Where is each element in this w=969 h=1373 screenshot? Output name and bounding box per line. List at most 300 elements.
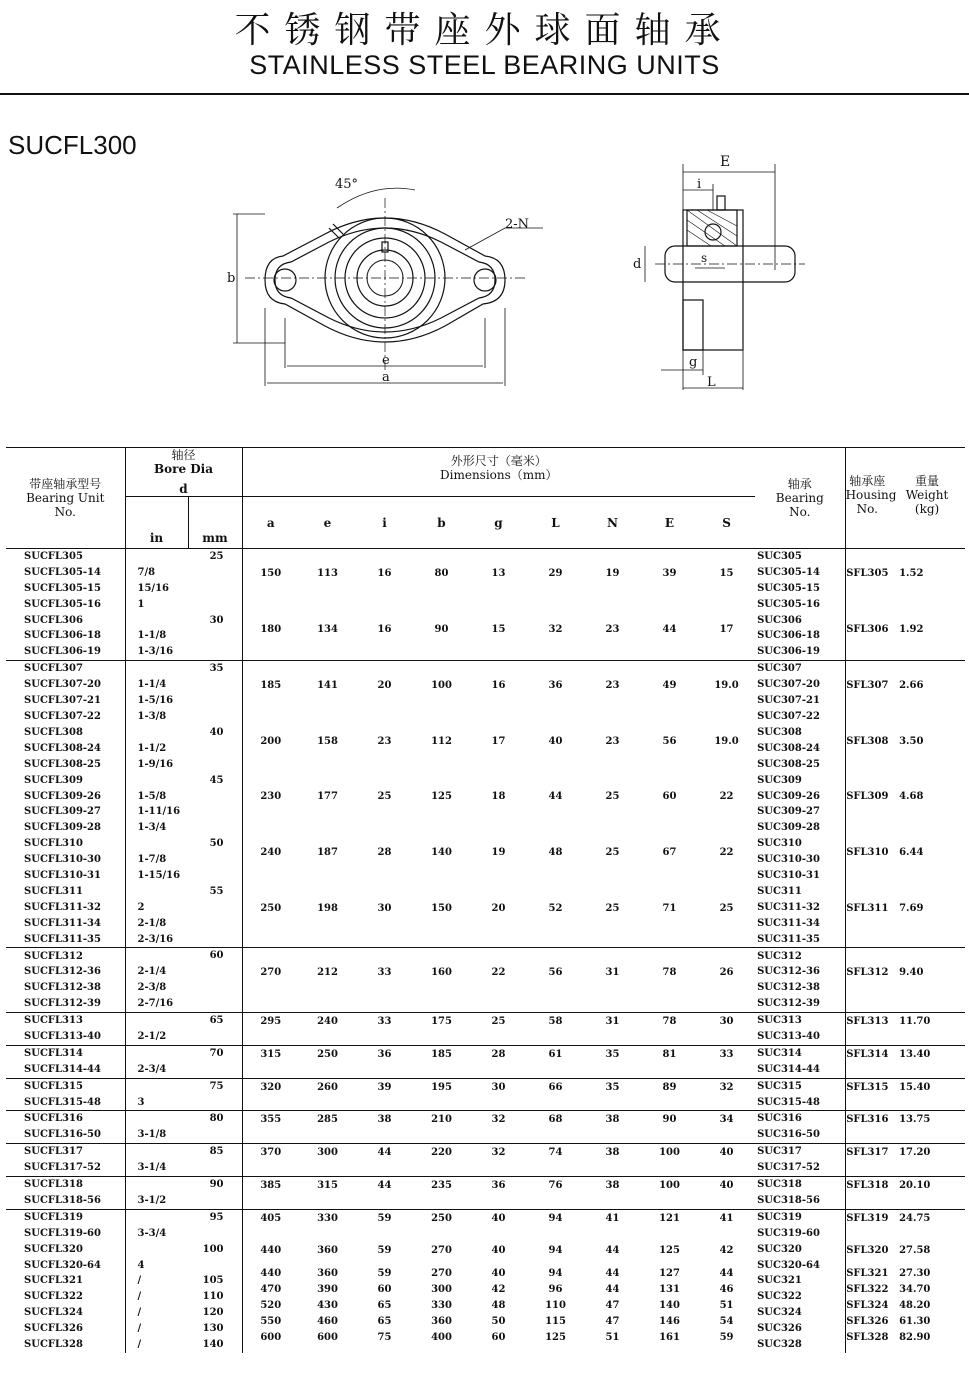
dim-L-cell (527, 948, 584, 1013)
bearing-no-cell (755, 1144, 845, 1177)
bearing-unit-cell-line: SUCFL318-56 (24, 1194, 101, 1206)
bore-inch-cell-line: / (137, 1339, 142, 1351)
dim-i-value: 65 (377, 1316, 392, 1328)
bearing-no-line: SUC307-20 (757, 679, 820, 691)
header-bore-dia: 轴径 Bore Dia d (125, 448, 242, 497)
bearing-no-line: SUC309-28 (757, 822, 820, 834)
bore-inch-cell-line: 7/8 (137, 566, 156, 578)
housing-no-value: SFL310 (846, 847, 889, 859)
bore-inch-cell (125, 1144, 188, 1177)
dim-L-cell (527, 1209, 584, 1353)
header-housing-no: 轴承座 Housing No. (845, 448, 889, 549)
housing-no-value: SFL312 (846, 967, 889, 979)
dim-e-value: 250 (317, 1048, 338, 1060)
dim-E-cell (641, 1045, 698, 1078)
dim-b-value: 185 (431, 1048, 452, 1060)
dim-E-cell (641, 1111, 698, 1144)
dim-a-value: 270 (260, 967, 282, 979)
dim-S-cell (698, 1111, 755, 1144)
bearing-unit-cell (6, 549, 125, 661)
housing-no-value: SFL307 (846, 680, 889, 692)
dim-N-value: 38 (605, 1147, 620, 1159)
dim-e-value: 390 (317, 1284, 338, 1296)
bore-inch-cell (125, 1209, 188, 1353)
dim-a-value: 200 (260, 735, 282, 747)
dim-g-value: 30 (491, 1081, 506, 1093)
dim-S-value: 17 (719, 623, 734, 635)
header-weight: 重量 Weight (kg) (889, 448, 965, 549)
dim-S-value: 46 (719, 1284, 734, 1296)
weight-cell (889, 1045, 965, 1078)
bore-mm-cell-line: 80 (209, 1113, 224, 1125)
bolt-hole-left (274, 269, 296, 291)
bore-mm-cell-line: 85 (209, 1146, 224, 1158)
bearing-unit-cell-line: SUCFL314 (24, 1047, 83, 1059)
header-N: N (584, 497, 641, 549)
bearing-unit-cell (6, 1209, 125, 1353)
bearing-unit-cell-line: SUCFL320-64 (24, 1259, 101, 1271)
bore-inch-cell-line: 1-3/8 (137, 711, 167, 723)
bearing-no-line: SUC318-56 (757, 1194, 820, 1206)
weight-value: 4.68 (899, 791, 924, 803)
bearing-unit-cell-line: SUCFL309-28 (24, 822, 101, 834)
housing-no-value: SFL314 (846, 1048, 889, 1060)
bore-inch-cell (125, 549, 188, 661)
bore-mm-cell-line (188, 757, 224, 773)
bore-mm-cell-line (188, 597, 224, 613)
dim-a-value: 470 (260, 1284, 282, 1296)
bore-mm-cell-line (188, 644, 224, 660)
dim-i-cell (356, 661, 413, 948)
dim-L-value: 94 (548, 1268, 563, 1280)
header-b: b (413, 497, 470, 549)
dim-g-value: 32 (491, 1114, 506, 1126)
dim-a-cell (242, 1144, 299, 1177)
bearing-no-line: SUC312-36 (757, 966, 820, 978)
dim-b-value: 330 (431, 1300, 452, 1312)
dim-e-cell (299, 1111, 356, 1144)
dim-g-value: 25 (491, 1016, 506, 1028)
dim-N-cell (584, 661, 641, 948)
label-a: a (382, 370, 390, 385)
dim-e-value: 360 (317, 1244, 338, 1256)
dim-g-value: 40 (491, 1268, 506, 1280)
bearing-no-cell (755, 1209, 845, 1353)
bore-inch-cell-line: / (137, 1307, 142, 1319)
label-angle: 45° (335, 177, 359, 192)
bearing-no-line: SUC305-15 (757, 582, 820, 594)
dim-N-value: 31 (605, 967, 620, 979)
bearing-no-line: SUC322 (757, 1291, 802, 1303)
bore-mm-cell-line: 60 (209, 950, 224, 962)
dim-i-value: 28 (377, 847, 392, 859)
bearing-unit-cell-line: SUCFL312-36 (24, 966, 101, 978)
bearing-no-cell (755, 1013, 845, 1046)
bearing-unit-cell-line: SUCFL310-31 (24, 869, 101, 881)
bearing-no-line: SUC308 (757, 726, 802, 738)
bore-inch-cell-line (138, 661, 189, 677)
bore-inch-cell-line: 15/16 (137, 582, 169, 594)
dim-E-cell (641, 1013, 698, 1046)
dim-L-cell (527, 1045, 584, 1078)
bore-inch-cell-line: / (137, 1275, 142, 1287)
dim-e-value: 430 (317, 1300, 338, 1312)
bore-inch-cell-line: / (137, 1323, 142, 1335)
dim-e-value: 177 (317, 791, 338, 803)
dim-N-value: 31 (605, 1016, 620, 1028)
dim-i-cell (356, 1144, 413, 1177)
dim-L-value: 44 (548, 791, 563, 803)
bearing-no-line: SUC310-30 (757, 854, 820, 866)
dim-g-cell (470, 1013, 527, 1046)
dim-S-cell (698, 549, 755, 661)
weight-value: 9.40 (899, 967, 924, 979)
dim-N-value: 23 (605, 623, 620, 635)
label-i: i (697, 177, 702, 192)
bearing-unit-cell (6, 1177, 125, 1210)
dim-E-value: 60 (662, 791, 677, 803)
dim-S-cell (698, 1177, 755, 1210)
weight-value: 82.90 (899, 1332, 931, 1344)
housing-no-cell (845, 1144, 889, 1177)
header-E: E (641, 497, 698, 549)
dim-a-value: 320 (260, 1081, 282, 1093)
dim-a-cell (242, 549, 299, 661)
dim-S-value: 25 (719, 902, 734, 914)
bore-mm-cell (188, 549, 242, 661)
bore-mm-cell-line (188, 1160, 224, 1176)
weight-value: 6.44 (899, 847, 924, 859)
dim-a-value: 230 (260, 791, 282, 803)
bore-inch-cell-line: 3-1/2 (137, 1194, 167, 1206)
bore-mm-cell-line (188, 931, 224, 947)
weight-cell (889, 1209, 965, 1353)
bearing-unit-cell-line: SUCFL308-25 (24, 758, 101, 770)
bore-mm-cell-line: 50 (209, 838, 224, 850)
bearing-no-line: SUC306-18 (757, 630, 820, 642)
dim-b-cell (413, 1078, 470, 1111)
dim-S-value: 32 (719, 1081, 734, 1093)
bore-inch-cell-line: 2-3/4 (137, 1063, 167, 1075)
bore-inch-cell-line: 2-1/4 (137, 966, 167, 978)
dim-i-value: 38 (377, 1114, 392, 1126)
header-divider (0, 93, 969, 95)
dim-i-cell (356, 948, 413, 1013)
bearing-unit-cell (6, 948, 125, 1013)
dim-L-value: 58 (548, 1016, 563, 1028)
dim-a-value: 250 (260, 902, 282, 914)
dim-b-value: 100 (431, 680, 452, 692)
table-group-row (6, 1177, 965, 1210)
bore-inch-cell-line: 2-1/8 (137, 917, 167, 929)
dim-i-value: 59 (377, 1268, 392, 1280)
dim-N-value: 23 (605, 680, 620, 692)
bore-inch-cell-line: 1-5/8 (137, 790, 167, 802)
front-view-drawing (225, 168, 530, 398)
label-holes: 2-N (505, 217, 530, 232)
bearing-unit-cell-line: SUCFL310-30 (24, 854, 101, 866)
header-i: i (356, 497, 413, 549)
dim-i-value: 16 (377, 567, 392, 579)
bearing-unit-cell-line: SUCFL305-16 (24, 598, 101, 610)
housing-no-value: SFL322 (846, 1284, 889, 1296)
dim-g-cell (470, 948, 527, 1013)
dim-N-value: 44 (605, 1244, 620, 1256)
bore-inch-cell (125, 1177, 188, 1210)
dim-e-value: 141 (317, 680, 338, 692)
bore-mm-cell-line (188, 916, 224, 932)
bearing-no-line: SUC312-38 (757, 982, 820, 994)
table-group-row (6, 948, 965, 1013)
dim-g-value: 15 (491, 623, 506, 635)
dim-a-value: 550 (260, 1316, 282, 1328)
side-view-drawing (625, 150, 805, 400)
bore-inch-cell-line: 3-1/8 (137, 1129, 167, 1141)
dim-e-value: 212 (317, 967, 338, 979)
dim-E-value: 100 (659, 1180, 680, 1192)
bore-inch-cell-line: 1-7/8 (137, 854, 167, 866)
dim-g-value: 17 (491, 735, 506, 747)
bore-mm-cell-line (188, 1127, 224, 1143)
dim-E-value: 131 (659, 1284, 680, 1296)
dim-L-value: 94 (548, 1212, 563, 1224)
dim-b-cell (413, 1209, 470, 1353)
bearing-no-line: SUC317-52 (757, 1162, 820, 1174)
bore-inch-cell-line: 2-3/16 (137, 933, 174, 945)
header-g: g (470, 497, 527, 549)
header-a: a (242, 497, 299, 549)
dim-e-value: 260 (317, 1081, 338, 1093)
bearing-unit-cell-line: SUCFL319 (24, 1211, 83, 1223)
dim-E-value: 56 (662, 735, 677, 747)
dim-E-value: 140 (659, 1300, 680, 1312)
dim-e-cell (299, 1013, 356, 1046)
bore-mm-cell-line: 30 (209, 614, 224, 626)
dim-b-value: 150 (431, 902, 452, 914)
dim-g-value: 18 (491, 791, 506, 803)
dim-g-cell (470, 1045, 527, 1078)
dim-e-value: 240 (317, 1016, 338, 1028)
bearing-unit-cell-line: SUCFL312-39 (24, 998, 101, 1010)
bore-mm-cell (188, 1144, 242, 1177)
bore-inch-cell (125, 1045, 188, 1078)
dim-N-cell (584, 1013, 641, 1046)
dim-g-value: 16 (491, 680, 506, 692)
spec-table-body (6, 549, 965, 1353)
bore-inch-cell (125, 1078, 188, 1111)
bearing-unit-cell-line: SUCFL321 (24, 1275, 83, 1287)
bore-mm-cell-line (188, 581, 224, 597)
dim-N-value: 25 (605, 847, 620, 859)
bearing-no-line: SUC307-22 (757, 711, 820, 723)
dim-N-value: 47 (605, 1300, 620, 1312)
dim-b-value: 80 (434, 567, 449, 579)
bearing-unit-cell-line: SUCFL313-40 (24, 1030, 101, 1042)
dim-N-cell (584, 1045, 641, 1078)
dim-a-cell (242, 1177, 299, 1210)
bearing-unit-cell-line: SUCFL314-44 (24, 1063, 101, 1075)
dim-S-cell (698, 1078, 755, 1111)
bearing-unit-cell-line: SUCFL311-34 (24, 917, 101, 929)
bearing-unit-cell-line: SUCFL305-15 (24, 582, 101, 594)
bore-inch-cell (125, 948, 188, 1013)
dim-g-value: 40 (491, 1212, 506, 1224)
bearing-no-line: SUC308-25 (757, 758, 820, 770)
bearing-no-line: SUC318 (757, 1179, 802, 1191)
flange-plate (683, 300, 703, 350)
dim-a-value: 370 (260, 1147, 282, 1159)
bearing-no-line: SUC311-32 (757, 901, 820, 913)
bore-mm-cell-line: 75 (209, 1080, 224, 1092)
bearing-unit-cell-line: SUCFL312 (24, 950, 83, 962)
dim-E-value: 90 (662, 1114, 677, 1126)
dim-b-value: 175 (431, 1016, 452, 1028)
spec-table (6, 447, 965, 1353)
header-e: e (299, 497, 356, 549)
bearing-no-line: SUC319-60 (757, 1227, 820, 1239)
dim-a-value: 440 (260, 1268, 282, 1280)
bearing-unit-cell-line: SUCFL317 (24, 1146, 83, 1158)
weight-cell (889, 1111, 965, 1144)
dim-S-value: 33 (719, 1048, 734, 1060)
bore-mm-cell-line (188, 1258, 224, 1274)
dim-i-cell (356, 1045, 413, 1078)
dim-i-cell (356, 1209, 413, 1353)
bearing-unit-cell-line: SUCFL311-32 (24, 901, 101, 913)
dim-b-cell (413, 1111, 470, 1144)
bore-mm-cell-line (188, 964, 224, 980)
dim-a-value: 520 (260, 1300, 282, 1312)
bearing-unit-cell-line: SUCFL305 (24, 551, 83, 563)
bore-inch-cell-line (138, 1111, 189, 1127)
weight-cell (889, 1177, 965, 1210)
bearing-unit-cell-line: SUCFL311-35 (24, 933, 101, 945)
bearing-no-line: SUC309-27 (757, 806, 820, 818)
housing-no-value: SFL320 (846, 1244, 889, 1256)
dim-i-value: 65 (377, 1300, 392, 1312)
bore-mm-cell-line: 55 (209, 885, 224, 897)
dim-E-cell (641, 1177, 698, 1210)
bore-mm-cell-line: 140 (202, 1338, 224, 1350)
model-title: SUCFL300 (8, 130, 137, 160)
table-group-row (6, 1013, 965, 1046)
bore-inch-cell-line: 1-3/4 (137, 822, 167, 834)
dim-E-cell (641, 549, 698, 661)
weight-value: 17.20 (899, 1147, 931, 1159)
dim-i-value: 33 (377, 1016, 392, 1028)
bearing-no-line: SUC307-21 (757, 695, 820, 707)
bore-mm-cell (188, 1177, 242, 1210)
bore-mm-cell-line: 95 (209, 1211, 224, 1223)
housing-no-value: SFL328 (846, 1332, 889, 1344)
bearing-unit-cell-line: SUCFL319-60 (24, 1227, 101, 1239)
dim-g-value: 60 (491, 1332, 506, 1344)
dim-e-value: 285 (317, 1114, 338, 1126)
dim-S-value: 51 (719, 1300, 734, 1312)
dim-g-value: 13 (491, 567, 506, 579)
bearing-no-line: SUC311 (757, 885, 802, 897)
weight-value: 20.10 (899, 1180, 931, 1192)
dim-g-cell (470, 1111, 527, 1144)
weight-value: 15.40 (899, 1081, 931, 1093)
bearing-unit-cell-line: SUCFL307-22 (24, 711, 101, 723)
bore-mm-cell-line (188, 820, 224, 836)
bore-mm-cell-line: 90 (209, 1179, 224, 1191)
dim-N-value: 25 (605, 791, 620, 803)
dim-b-value: 400 (431, 1332, 452, 1344)
bearing-no-cell (755, 549, 845, 661)
dim-g-cell (470, 1144, 527, 1177)
dim-a-value: 405 (260, 1212, 282, 1224)
bore-mm-cell (188, 948, 242, 1013)
bearing-unit-cell-line: SUCFL318 (24, 1179, 83, 1191)
dim-E-value: 71 (662, 902, 677, 914)
dim-a-value: 180 (260, 623, 282, 635)
bore-mm-cell-line (188, 996, 224, 1012)
bearing-unit-cell-line: SUCFL328 (24, 1339, 83, 1351)
bore-mm-cell (188, 661, 242, 948)
dim-i-value: 23 (377, 735, 392, 747)
dim-N-value: 35 (605, 1048, 620, 1060)
bearing-unit-cell-line: SUCFL309 (24, 774, 83, 786)
dim-b-cell (413, 1177, 470, 1210)
dim-e-value: 158 (317, 735, 338, 747)
bearing-no-cell (755, 1078, 845, 1111)
dim-E-value: 81 (662, 1048, 677, 1060)
bearing-no-line: SUC306-19 (757, 646, 820, 658)
dim-E-value: 78 (662, 1016, 677, 1028)
dim-L-value: 76 (548, 1180, 563, 1192)
header-dimensions: 外形尺寸（毫米） Dimensions（mm） (242, 448, 755, 497)
bore-mm-cell-line: 110 (202, 1291, 224, 1303)
bearing-unit-cell-line: SUCFL320 (24, 1243, 83, 1255)
dim-L-value: 32 (548, 623, 563, 635)
housing-no-cell (845, 661, 889, 948)
table-group-row (6, 1144, 965, 1177)
bearing-no-cell (755, 948, 845, 1013)
bore-mm-cell-line (188, 868, 224, 884)
dim-N-value: 19 (605, 567, 620, 579)
dim-E-value: 44 (662, 623, 677, 635)
bearing-no-line: SUC320-64 (757, 1259, 820, 1271)
title-chinese: 不锈钢带座外球面轴承 (234, 10, 735, 51)
bore-inch-cell-line: 3-3/4 (137, 1227, 167, 1239)
dim-a-value: 440 (260, 1244, 282, 1256)
title-english: STAINLESS STEEL BEARING UNITS (249, 50, 720, 80)
bearing-unit-cell-line: SUCFL306 (24, 614, 83, 626)
bore-inch-cell-line: 2 (137, 901, 145, 913)
dim-b-cell (413, 1045, 470, 1078)
bearing-no-cell (755, 1177, 845, 1210)
dim-S-value: 59 (719, 1332, 734, 1344)
label-s: s (701, 251, 708, 265)
bearing-unit-cell (6, 1078, 125, 1111)
dim-a-cell (242, 948, 299, 1013)
dim-g-value: 22 (491, 967, 506, 979)
bore-mm-cell-line (188, 677, 224, 693)
bore-mm-cell-line (188, 788, 224, 804)
bearing-no-line: SUC315-48 (757, 1096, 820, 1108)
dim-b-value: 250 (431, 1212, 452, 1224)
bearing-unit-cell-line: SUCFL326 (24, 1323, 83, 1335)
bearing-unit-cell-line: SUCFL317-52 (24, 1162, 101, 1174)
dim-i-value: 33 (377, 967, 392, 979)
dim-e-cell (299, 1045, 356, 1078)
housing-no-value: SFL308 (846, 735, 889, 747)
dim-a-cell (242, 1013, 299, 1046)
weight-value: 61.30 (899, 1316, 931, 1328)
dim-L-cell (527, 1013, 584, 1046)
